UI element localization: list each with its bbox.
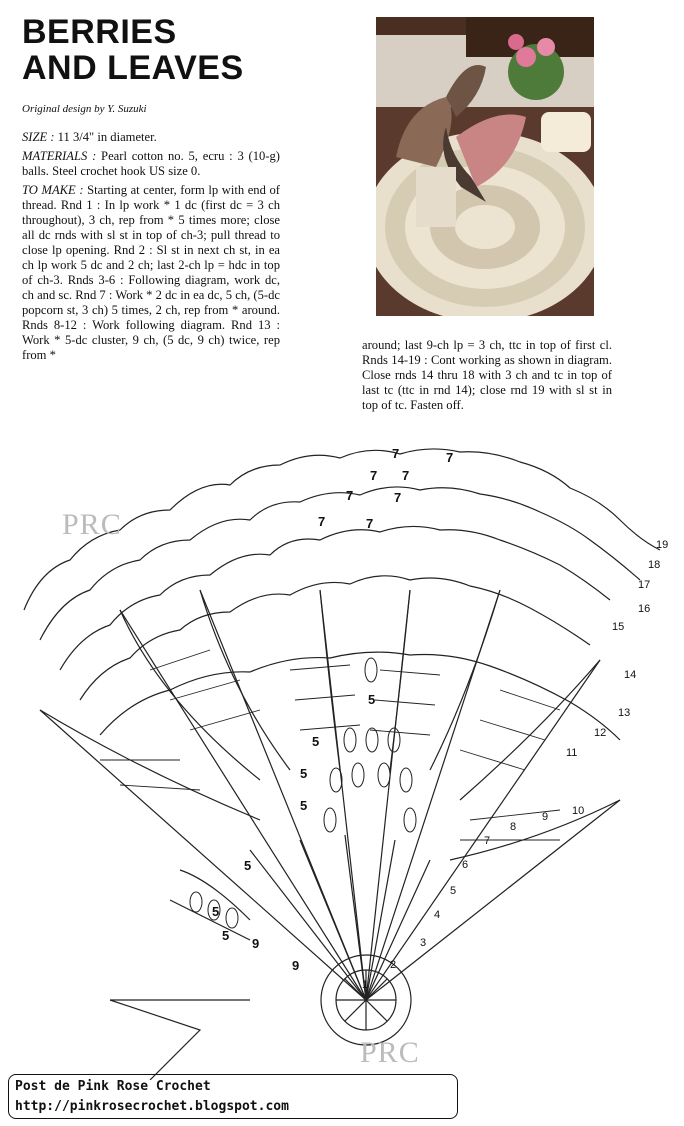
round-label-4: 4	[434, 909, 441, 921]
round-label-10: 10	[572, 805, 585, 817]
mark-5: 5	[222, 928, 230, 943]
round-label-5: 5	[450, 885, 457, 897]
mark-5: 5	[368, 692, 376, 707]
round-label-8: 8	[510, 821, 517, 833]
round-label-11: 11	[566, 747, 578, 759]
materials-text: Pearl cotton no. 5, ecru : 3 (10-g) balls. Steel crochet hook US size 0.	[22, 149, 281, 178]
footer-url[interactable]: http://pinkrosecrochet.blogspot.com	[15, 1099, 289, 1114]
size-text: 11 3/4" in diameter.	[54, 130, 157, 144]
round-label-9: 9	[542, 811, 549, 823]
round-label-19: 19	[656, 539, 669, 551]
mark-5: 5	[312, 734, 320, 749]
size-para	[22, 130, 280, 145]
watermark-bottom: PRC	[360, 1036, 420, 1069]
round-label-16: 16	[638, 603, 651, 615]
doily-photo	[376, 17, 594, 316]
mark-5: 5	[244, 858, 252, 873]
mark-7: 7	[346, 488, 354, 503]
mark-7: 7	[366, 516, 374, 531]
materials-label: MATERIALS :	[22, 149, 97, 163]
round-label-6: 6	[462, 859, 469, 871]
title-line-2: AND LEAVES	[22, 49, 244, 87]
footer-credit-box	[8, 1074, 458, 1119]
mark-5: 5	[212, 904, 220, 919]
round-label-18: 18	[648, 559, 661, 571]
to-make-text: Starting at center, form lp with end of thread. Rnd 1 : In lp work * 1 dc (first dc = 3 ch throughout), 3 ch, rep from * 5 times more; close all dc rnds with sl st in top of ch-3; pull thread to close lp opening. Rnd 2 : Sl st in next ch st, in ea ch lp work 5 dc and 2 ch; last 2-ch lp = hdc in top of ch-3. Rnds 3-6 : Following diagram, work dc, ch and sc. Rnd 7 : Work * 2 dc in ea dc, 5 ch, (5-dc popcorn st, 3 ch) 5 times, 2 ch, rep from * around. Rnds 8-12 : Work following diagram. Rnd 13 : Work * 5-dc cluster, 9 ch, (5 dc, 9 ch) twice, rep from *	[22, 183, 280, 362]
center-motif	[321, 955, 411, 1045]
title-line-1: BERRIES	[22, 13, 177, 51]
round-label-1: 1	[362, 979, 369, 991]
mark-7: 7	[392, 446, 400, 461]
design-credit: Original design by Y. Suzuki	[22, 103, 147, 115]
footer-line-1: Post de Pink Rose Crochet	[15, 1079, 211, 1094]
berry-cluster	[190, 658, 416, 928]
round-label-3: 3	[420, 937, 427, 949]
to-make-label: TO MAKE :	[22, 183, 84, 197]
materials-para	[22, 149, 280, 179]
round-label-13: 13	[618, 707, 631, 719]
round-label-7: 7	[484, 835, 491, 847]
mark-5: 5	[300, 798, 308, 813]
round-label-15: 15	[612, 621, 625, 633]
to-make-para	[22, 183, 280, 363]
instructions-column-1	[22, 130, 280, 367]
round-label-2: 2	[390, 959, 397, 971]
round-label-14: 14	[624, 669, 637, 681]
round-label-12: 12	[594, 727, 607, 739]
instructions-column-2: around; last 9-ch lp = 3 ch, ttc in top of first cl. Rnds 14-19 : Cont working as shown in diagram. Close rnds 14 thru 18 with 3 ch and tc in top of last tc (ttc in rnd 14); close rnd 19 with sl st in top of tc. Fasten off.	[362, 338, 612, 412]
mark-7: 7	[370, 468, 378, 483]
pattern-title	[22, 14, 244, 86]
size-label: SIZE :	[22, 130, 55, 144]
mark-7: 7	[318, 514, 326, 529]
mark-7: 7	[446, 450, 454, 465]
mark-5: 5	[300, 766, 308, 781]
leaf-spokes	[40, 590, 620, 1000]
mark-7: 7	[394, 490, 402, 505]
round-label-17: 17	[638, 579, 651, 591]
mark-9: 9	[252, 936, 260, 951]
mark-9: 9	[292, 958, 300, 973]
watermark-top: PRC	[62, 508, 122, 541]
mark-7: 7	[402, 468, 410, 483]
